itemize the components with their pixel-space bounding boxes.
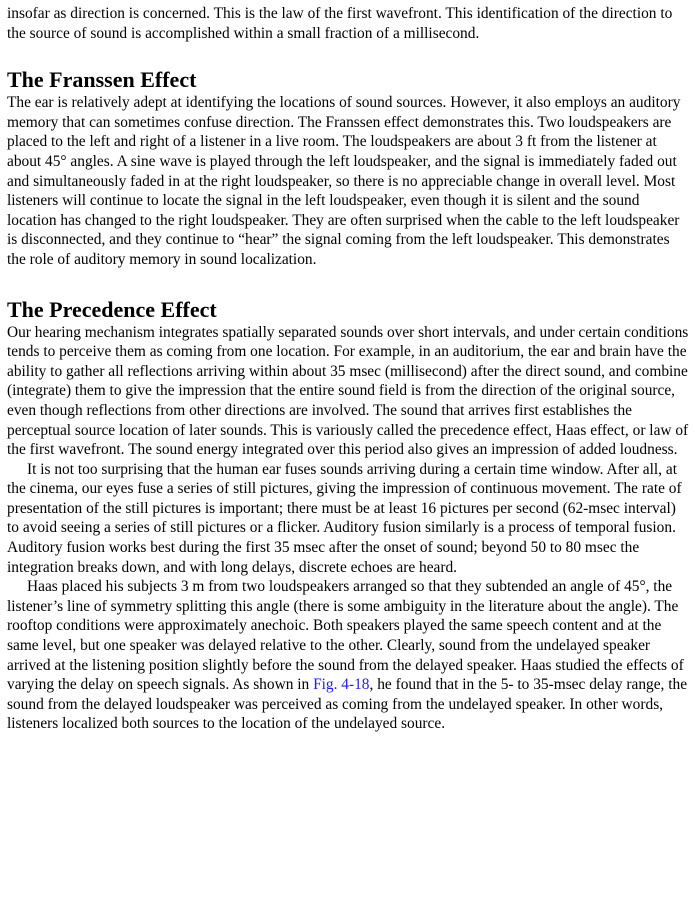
- precedence-heading: The Precedence Effect: [7, 296, 217, 322]
- precedence-paragraph-3: [7, 577, 689, 734]
- precedence-paragraph-2: It is not too surprising that the human ear fuses sounds arriving during a certain time window. After all, at the cinema, our eyes fuse a series of still pictures, giving the impression of continuous movement. The rate of presentation of the still pictures is important; there must be at least 16 pictures per second (62-msec interval) to avoid seeing a series of still pictures or a flicker. Auditory fusion similarly is a process of temporal fusion. Auditory fusion works best during the first 35 msec after the onset of sound; beyond 50 to 80 msec the integration breaks down, and with long delays, discrete echoes are heard.: [7, 460, 682, 576]
- precedence-paragraph-1: Our hearing mechanism integrates spatially separated sounds over short intervals, and under certain conditions tends to perceive them as coming from one location. For example, in an auditorium, the ear and brain have the ability to gather all reflections arriving within about 35 msec (millisecond) after the direct sound, and combine (integrate) them to give the impression that the entire sound field is from the direction of the original source, even though reflections from other directions are involved. The sound that arrives first establishes the perceptual source location of later sounds. This is variously called the precedence effect, Haas effect, or law of the first wavefront. The sound energy integrated over this period also gives an impression of added loudness.: [7, 323, 689, 459]
- intro-paragraph: insofar as direction is concerned. This is the law of the first wavefront. This identification of the direction to the source of sound is accomplished within a small fraction of a millisecond.: [7, 5, 673, 42]
- franssen-paragraph: The ear is relatively adept at identifying the locations of sound sources. However, it also employs an auditory memory that can sometimes confuse direction. The Franssen effect demonstrates this. Two loudspeakers are placed to the left and right of a listener in a live room. The loudspeakers are about 3 ft from the listener at about 45° angles. A sine wave is played through the left loudspeaker, and the signal is immediately faded out and simultaneously faded in at the right loudspeaker, so there is no appreciable change in overall level. Most listeners will continue to locate the signal in the left loudspeaker, even though it is silent and the sound location has changed to the right loudspeaker. They are often surprised when the cable to the left loudspeaker is disconnected, and they continue to “hear” the signal coming from the left loudspeaker. This demonstrates the role of auditory memory in sound localization.: [7, 94, 681, 268]
- figure-4-18-link[interactable]: Fig. 4-18: [313, 676, 370, 694]
- paragraph-3-text-after-link: , he found that in the 5- to 35-msec delay range, the sound from the delayed loudspeaker was perceived as coming from the undelayed speaker. In other words, listeners localized both sources to the location of the undelayed source.: [7, 676, 688, 733]
- franssen-heading: The Franssen Effect: [7, 67, 197, 93]
- paragraph-3-text-before-link: Haas placed his subjects 3 m from two loudspeakers arranged so that they subtended an angle of 45°, the listener’s line of symmetry splitting this angle (there is some ambiguity in the literature about the angle). The rooftop conditions were approximately anechoic. Both speakers played the same speech content and at the same level, but one speaker was delayed relative to the other. Clearly, sound from the undelayed speaker arrived at the listening position slightly before the sound from the delayed speaker. Haas studied the effects of varying the delay on speech signals. As shown in: [7, 578, 684, 694]
